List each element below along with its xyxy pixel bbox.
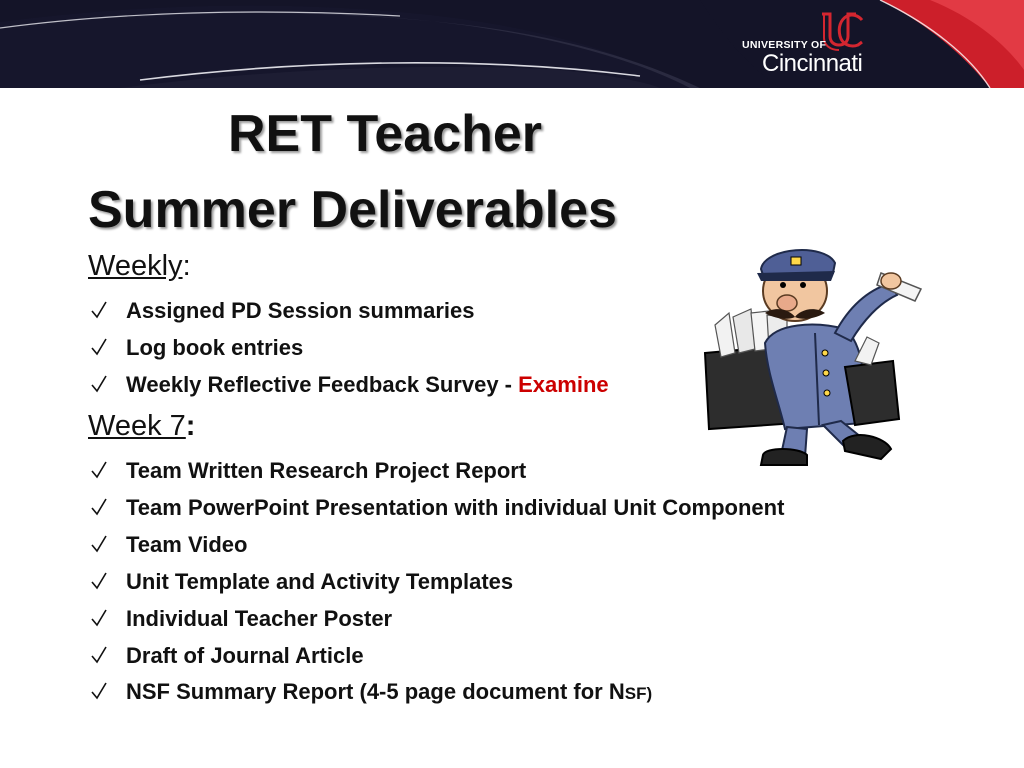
checkmark-icon [90,645,108,665]
week7-heading-colon: : [185,410,196,442]
list-item-main: Weekly Reflective Feedback Survey - [126,372,519,397]
slide-title-line-2: Summer Deliverables [88,181,617,239]
checkmark-icon [90,681,108,701]
list-item-text: Team Video [126,532,248,557]
weekly-heading [88,250,191,283]
checkmark-icon [90,337,108,357]
week7-heading [88,410,195,443]
week7-heading-label: Week 7 [88,410,186,442]
checkmark-icon [90,300,108,320]
list-item-text: Team PowerPoint Presentation with individual Unit Component [126,495,785,520]
weekly-heading-colon: : [182,250,191,282]
checkmark-icon [90,571,108,591]
checkmark-icon [90,497,108,517]
header-banner [0,0,1024,88]
checkmark-icon [90,460,108,480]
list-item-main: NSF Summary Report (4-5 page document for N [126,679,625,704]
checkmark-icon [90,534,108,554]
list-item-text: Assigned PD Session summaries [126,298,475,323]
logo-university-of: UNIVERSITY OF [742,39,827,51]
list-item-text: Log book entries [126,335,304,360]
checkmark-icon [90,608,108,628]
list-item-text: Team Written Research Project Report [126,458,527,483]
slide-title-line-1: RET Teacher [228,105,543,163]
uc-logo[interactable] [742,12,882,76]
weekly-heading-label: Weekly [88,250,183,282]
logo-cincinnati: Cincinnati [762,50,863,77]
list-item-text: Individual Teacher Poster [126,606,393,631]
list-item-text [126,679,652,705]
checkmark-icon [90,374,108,394]
list-item-text: Draft of Journal Article [126,643,364,668]
list-item-small-caps: SF) [624,684,653,703]
examine-highlight: Examine [518,372,609,397]
list-item-text [126,372,609,398]
list-item-text: Unit Template and Activity Templates [126,569,514,594]
mailman-illustration [695,233,927,473]
